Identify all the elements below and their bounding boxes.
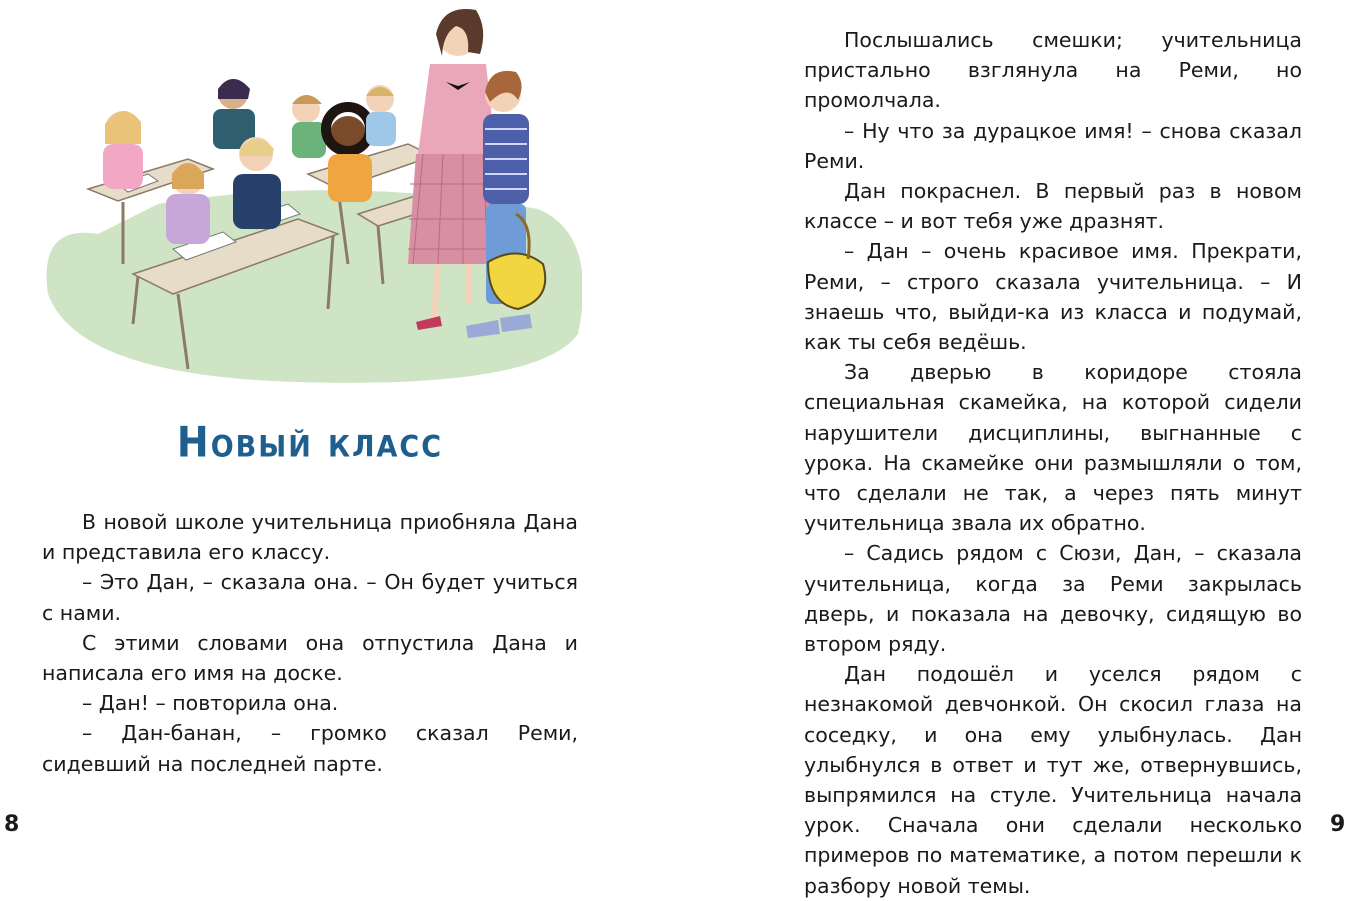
right-page-text	[804, 25, 1302, 901]
page-number-left: 8	[4, 812, 20, 837]
paragraph: За дверью в коридоре стояла специальная скамейка, на которой сидели нарушители дисциплины, выгнанные с урока. На скамейке они размышляли о том, что сделали не так, а через пять минут учительница звала их обратно.	[804, 360, 1302, 536]
paragraph: Послышались смешки; учительница пристально взглянула на Реми, но промолчала.	[804, 28, 1302, 113]
paragraph: – Дан! – повторила она.	[82, 691, 339, 716]
paragraph: – Ну что за дурацкое имя! – снова сказал Реми.	[804, 118, 1302, 173]
chapter-title: Новый класс	[176, 417, 444, 467]
left-page-text	[42, 507, 578, 779]
right-page	[674, 0, 1348, 898]
paragraph: Дан подошёл и уселся рядом с незнакомой девчонкой. Он скосил глаза на соседку, и она ему улыбнулась. Дан улыбнулся в ответ и тут же, отвернувшись, выпрямился на стуле. Учительница начала урок. Сначала они сделали несколько примеров по математике, а потом перешли к разбору новой темы.	[804, 662, 1302, 898]
paragraph: С этими словами она отпустила Дана и написала его имя на доске.	[42, 630, 578, 686]
paragraph: В новой школе учительница приобняла Дана и представила его классу.	[42, 510, 578, 565]
paragraph: – Дан-банан, – громко сказал Реми, сидевший на последней парте.	[42, 721, 578, 776]
left-page	[0, 0, 674, 841]
page-number-right: 9	[1330, 812, 1346, 837]
paragraph: Дан покраснел. В первый раз в новом классе – и вот тебя уже дразнят.	[804, 179, 1302, 234]
classroom-illustration	[38, 4, 582, 386]
paragraph: – Садись рядом с Сюзи, Дан, – сказала учительница, когда за Реми закрылась дверь, и показала на девочку, сидящую во втором ряду.	[804, 541, 1302, 657]
paragraph: – Дан – очень красивое имя. Прекрати, Реми, – строго сказала учительница. – И знаешь что, выйди-ка из класса и подумай, как ты себя ведёшь.	[804, 239, 1302, 355]
paragraph: – Это Дан, – сказала она. – Он будет учиться с нами.	[42, 570, 578, 625]
